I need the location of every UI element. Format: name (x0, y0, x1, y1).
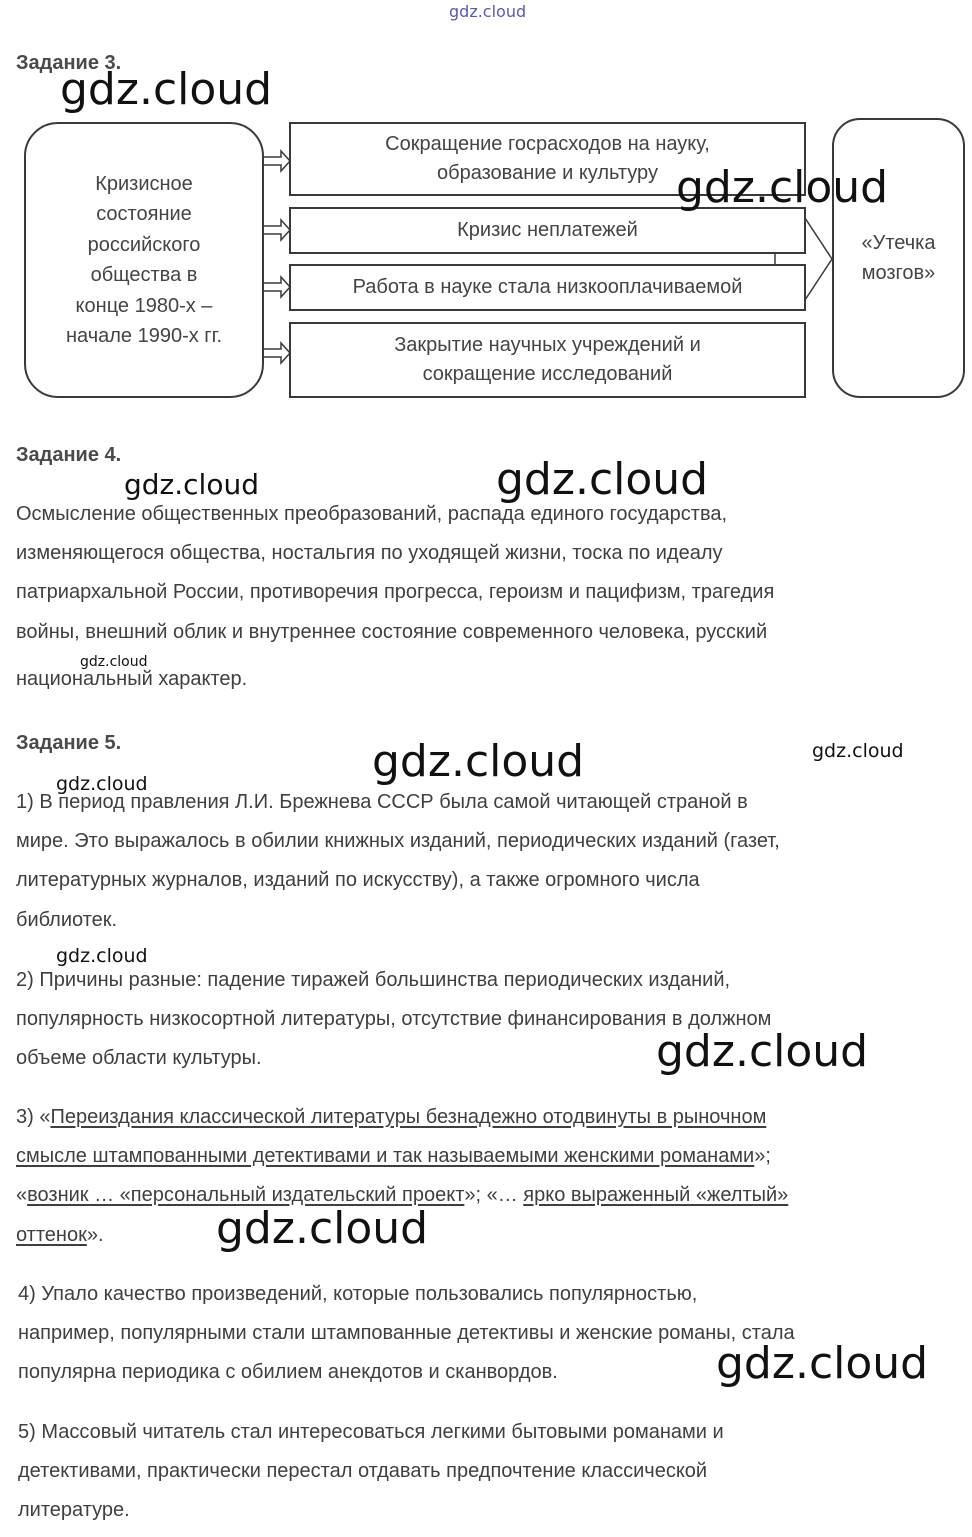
task5-heading: Задание 5. (16, 732, 122, 754)
watermark-8: gdz.cloud (56, 773, 148, 795)
task5-answer-4: 4) Упало качество произведений, которые пользовались популярностью, например, популярными стали штампованные детективы и женские романы, стала популярна периодика с обилием анекдотов и сканвордов. (18, 1283, 795, 1384)
watermark-6: gdz.cloud (372, 736, 585, 787)
arrow-to-box-4 (263, 343, 290, 363)
task5-answer-5: 5) Массовый читатель стал интересоваться легкими бытовыми романами и детективами, практически перестал отдавать предпочтение классической литературе. (18, 1421, 724, 1522)
quote-1a: Переиздания классической литературы безнадежно отодвинуты в рыночном (50, 1106, 767, 1128)
middle-box-4: Закрытие научных учреждений и сокращение исследований (289, 322, 806, 398)
quote-2: возник … «персональный издательский проект (27, 1184, 465, 1207)
arrow-to-box-1 (263, 151, 290, 171)
watermark-2: gdz.cloud (676, 162, 889, 213)
task5-answer-2: 2) Причины разные: падение тиражей большинства периодических изданий, популярность низкосортной литературы, отсутствие финансирования в должном объеме области культуры. (16, 969, 772, 1070)
watermark-10: gdz.cloud (656, 1026, 869, 1077)
arrow-to-box-3 (263, 277, 290, 297)
middle-box-2: Кризис неплатежей (289, 207, 806, 254)
source-box: Кризисное состояние российского общества в конце 1980-х – начале 1990-х гг. (24, 122, 264, 398)
watermark-1: gdz.cloud (60, 64, 273, 115)
quote-3b: оттенок (16, 1223, 87, 1246)
task4-heading: Задание 4. (16, 444, 122, 466)
watermark-5: gdz.cloud (80, 654, 148, 670)
task4-text: Осмысление общественных преобразований, распада единого государства, изменяющегося общества, ностальгия по уходящей жизни, тоска по идеалу патриархальной России, противоречия прогресса, героизм и пацифизм, трагедия войны, внешний облик и внутреннее состояние современного человека, русский национальный характер. (16, 503, 775, 690)
watermark-4: gdz.cloud (496, 454, 709, 505)
middle-box-3: Работа в науке стала низкооплачиваемой (289, 264, 806, 311)
arrow-to-box-2 (263, 220, 290, 240)
quote-1b: смысле штампованными детективами и так называемыми женскими романами (16, 1145, 755, 1168)
quote-3a: ярко выраженный «желтый» (523, 1184, 789, 1207)
watermark-7: gdz.cloud (812, 740, 904, 762)
watermark-3: gdz.cloud (124, 468, 259, 501)
middle-box-1: Сокращение госрасходов на науку, образование и культуру (289, 122, 806, 196)
task5-answer-3: 3) «Переиздания классической литературы безнадежно отодвинуты в рыночном смысле штампованными детективами и так называемыми женскими романами»; «возник … «персональный издательский проект»; «… ярко выраженный «желтый» оттенок». (16, 1106, 789, 1246)
result-box: «Утечка мозгов» (832, 118, 965, 398)
watermark-9: gdz.cloud (56, 945, 148, 967)
watermark-12: gdz.cloud (716, 1338, 929, 1389)
task3-heading: Задание 3. (16, 52, 122, 74)
task5-answer-1: 1) В период правления Л.И. Брежнева СССР была самой читающей страной в мире. Это выражалось в обилии книжных изданий, периодических изданий (газет, литературных журналов, изданий по искусству), а также огромного числа библиотек. (16, 791, 780, 931)
watermark-11: gdz.cloud (216, 1203, 429, 1254)
watermark-top: gdz.cloud (449, 2, 527, 21)
